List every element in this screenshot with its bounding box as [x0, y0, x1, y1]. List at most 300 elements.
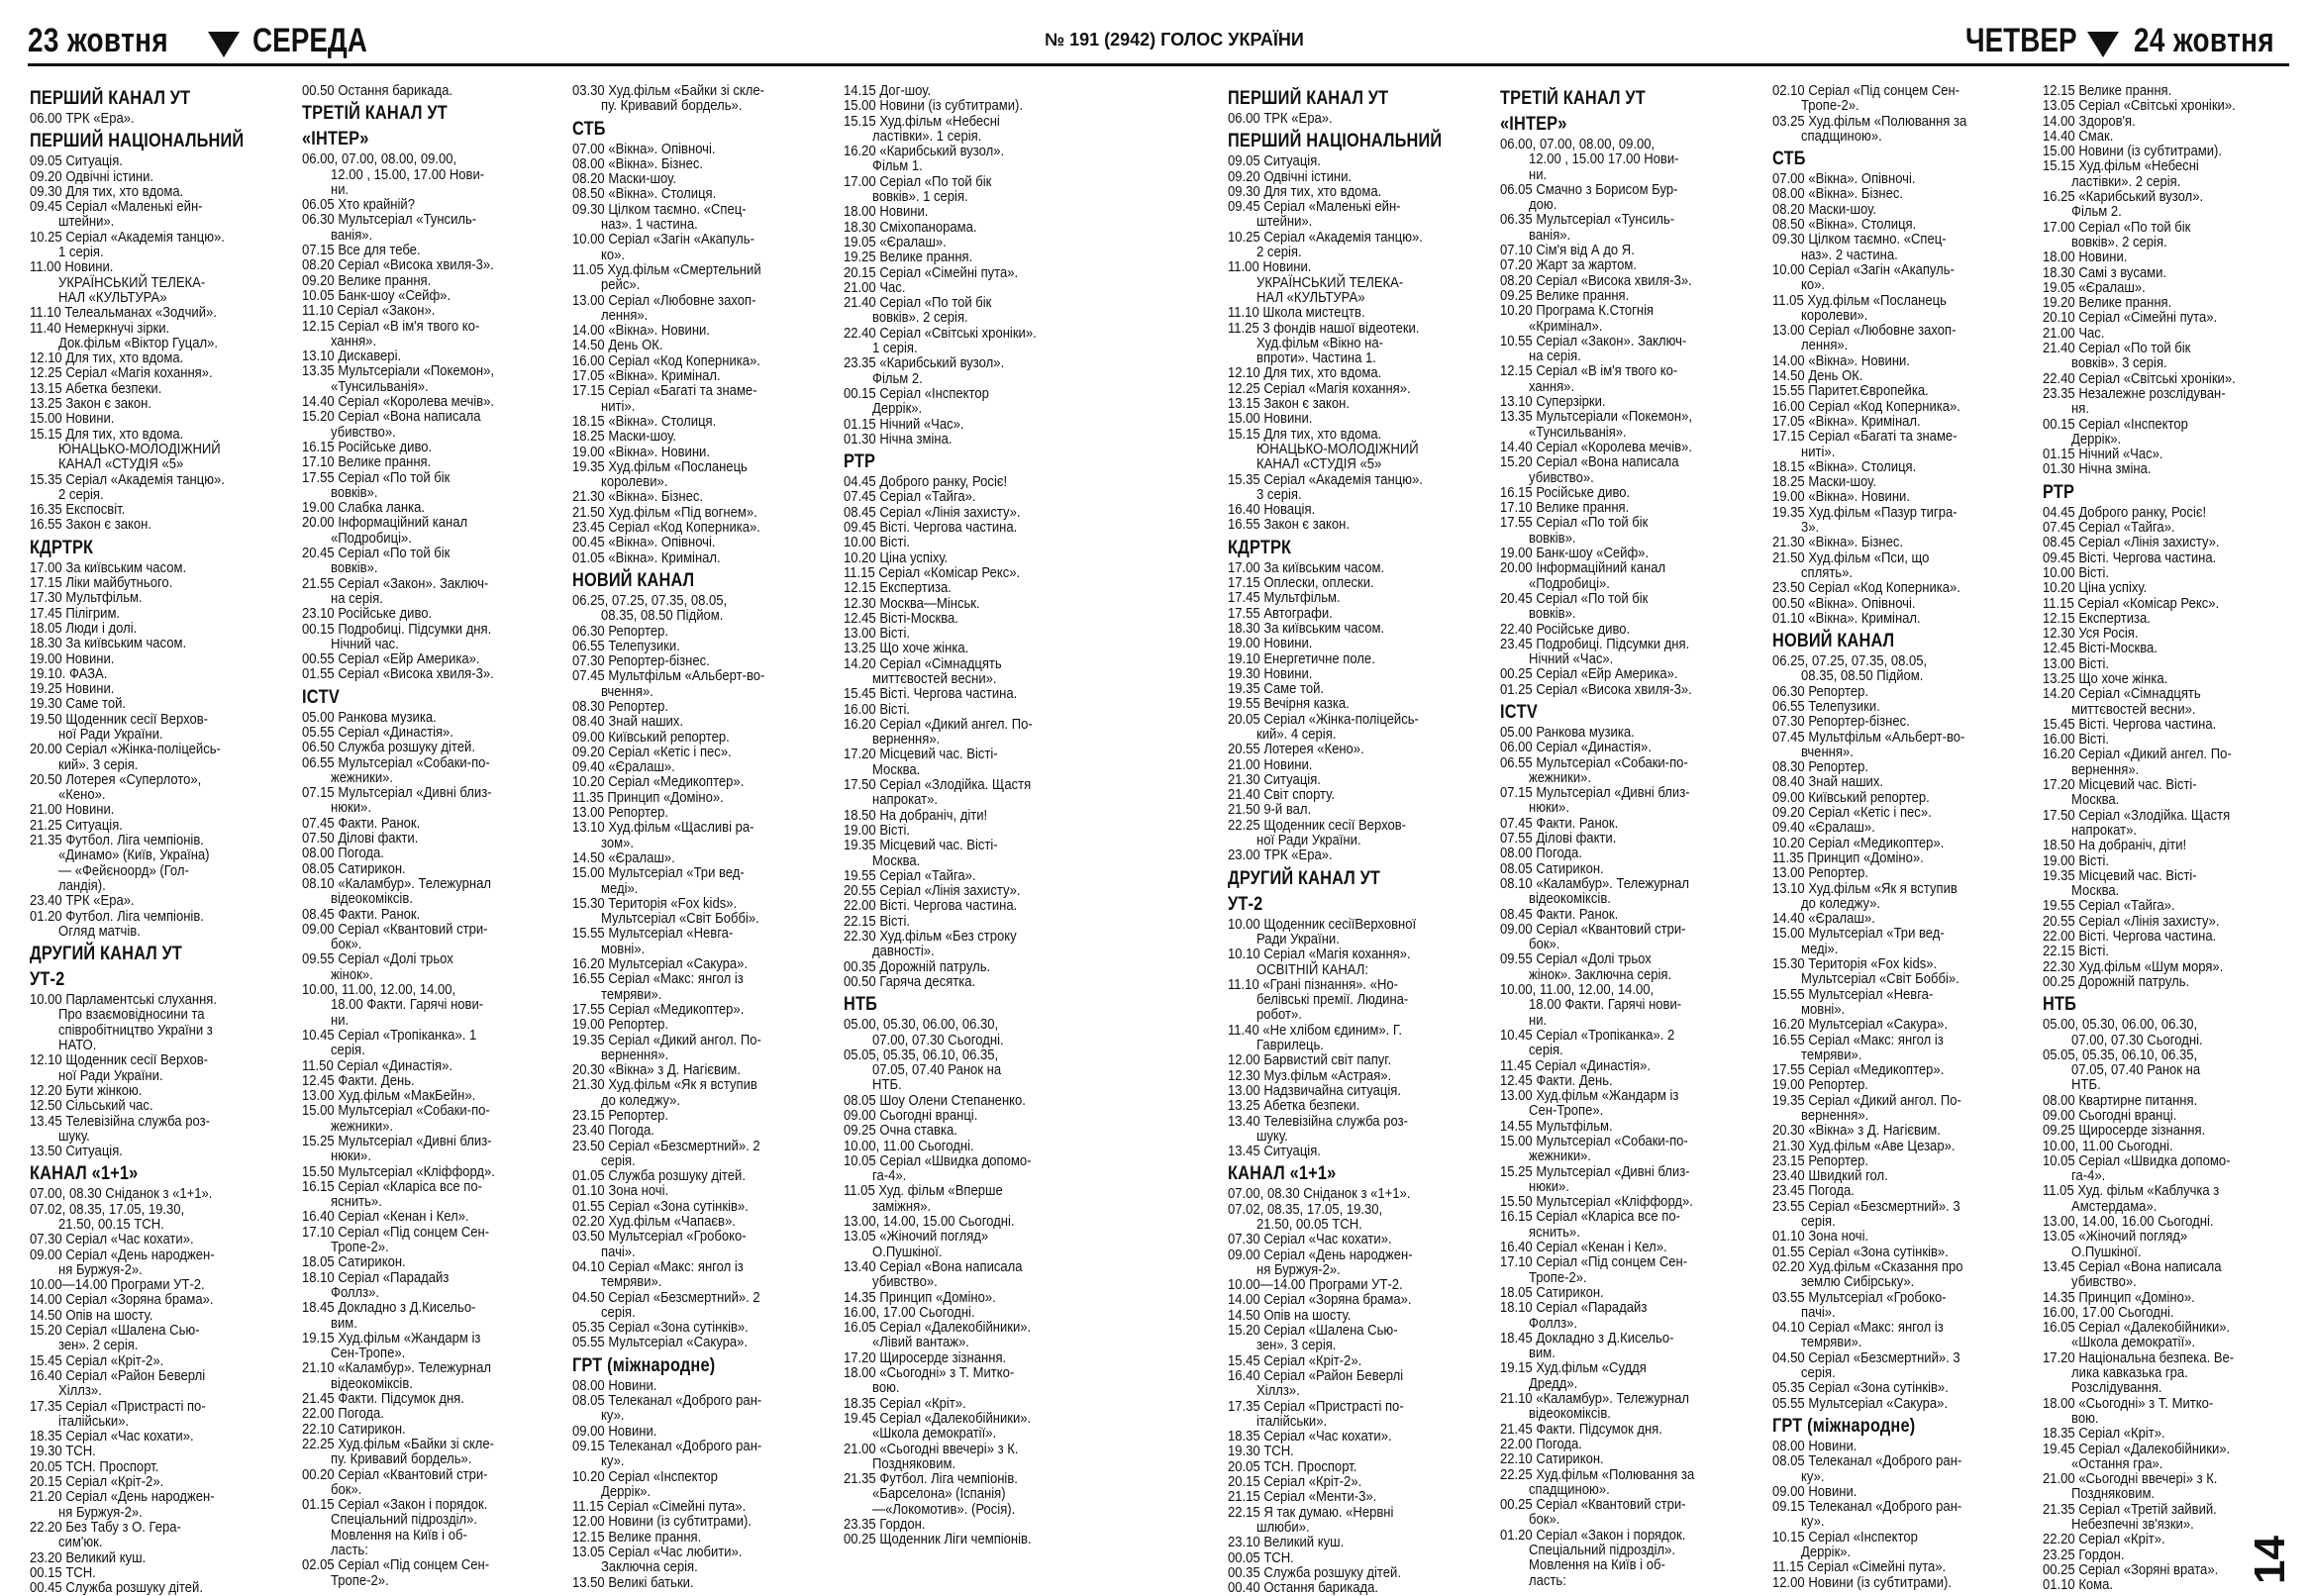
program-entry: 12.15 Велике прання. [2043, 82, 2172, 99]
program-entry: 08.10 «Каламбур». Тележурнал відеокоміксів. [302, 874, 491, 908]
program-entry: 15.45 Вісті. Чергова частина. [2043, 715, 2217, 733]
program-entry: 13.00 Серіал «Любовне захоп- лення». [572, 291, 756, 324]
program-entry: 01.15 Нічний «Час». [844, 415, 964, 433]
program-entry: 17.35 Серіал «Пристрасті по- італійськи». [30, 1397, 206, 1430]
program-entry: 21.40 Серіал «По той бік вовків». 3 серія. [2043, 340, 2191, 372]
program-entry: 06.05 Смачно з Борисом Бур- дою. [1500, 180, 1678, 214]
program-entry: 21.10 «Каламбур». Тележурнал відеокоміксів. [302, 1359, 491, 1392]
program-entry: 09.05 Ситуація. [1228, 152, 1321, 170]
program-entry: 17.45 Мультфільм. [1228, 589, 1341, 607]
program-entry: 00.45 «Вікна». Опівночі. [572, 534, 716, 551]
program-entry: 09.00 Новини. [572, 1422, 657, 1440]
program-entry: 17.30 Мультфільм. [30, 589, 143, 607]
program-entry: 18.00 «Сьогодні» з Т. Митко- вою. [2043, 1394, 2214, 1427]
program-entry: 12.00 Новини (із субтитрами). [572, 1513, 752, 1531]
program-entry: 11.05 Худ.фільм «Смертельний рейс». [572, 260, 761, 294]
program-entry: 05.35 Серіал «Зона сутінків». [1772, 1379, 1949, 1397]
program-entry: 01.30 Нічна зміна. [2043, 460, 2152, 478]
program-entry: 20.15 Серіал «Кріт-2». [30, 1473, 164, 1491]
program-entry: 08.00 Новини. [1772, 1437, 1857, 1454]
program-entry: 15.20 Серіал «Шалена Сью- зен». 3 серія. [1228, 1322, 1398, 1354]
program-entry: 23.40 ТРК «Ера». [30, 892, 135, 910]
program-entry: 03.55 Мультсеріал «Гробоко- пачі». [1772, 1288, 1947, 1321]
program-entry: 09.55 Серіал «Долі трьох жінок». Заключна серія. [1500, 950, 1672, 983]
program-entry: 14.35 Принцип «Доміно». [2043, 1288, 2195, 1306]
program-entry: 22.10 Сатирикон. [1500, 1450, 1604, 1468]
program-entry: 07.45 Мультфільм «Альберт-во- вчення». [1772, 728, 1965, 760]
program-entry: 10.00 Щоденник сесіїВерховної Ради України. [1228, 915, 1417, 948]
channel-heading: НОВИЙ КАНАЛ [1772, 631, 1895, 652]
program-entry: 15.00 Мультсеріал «Три вед- меді». [572, 864, 745, 897]
program-entry: 09.20 Велике прання. [302, 271, 432, 289]
program-entry: 02.20 Худ.фільм «Сказання про землю Сибірську». [1772, 1257, 1963, 1291]
program-entry: 10.00 Парламентські слухання. Про взаємовідносини та співробітництво України з НАТО. [30, 991, 218, 1054]
program-entry: 23.20 Великий куш. [30, 1548, 147, 1566]
channel-heading: СТБ [1772, 149, 1806, 170]
program-entry: 14.15 Дог-шоу. [844, 82, 932, 99]
program-entry: 00.45 Служба розшуку дітей. [30, 1579, 203, 1596]
program-entry: 21.40 Серіал «По той бік вовків». 2 серія. [844, 294, 992, 327]
program-entry: 23.40 Погода. [572, 1122, 654, 1140]
program-entry: 14.50 Опів на шосту. [30, 1306, 153, 1324]
program-entry: 13.05 Серіал «Світські хроніки». [2043, 97, 2236, 115]
program-entry: 15.35 Серіал «Академія танцю». 3 серія. [1228, 470, 1423, 503]
program-entry: 23.40 Швидкий гол. [1772, 1167, 1888, 1185]
program-entry: 06.55 Мультсеріал «Собаки-по- жежники». [302, 753, 490, 786]
program-entry: 19.00 Банк-шоу «Сейф». [1500, 545, 1650, 562]
program-entry: 22.25 Худ.фільм «Полювання за спадщиною». [1500, 1465, 1695, 1498]
program-entry: 09.00 Київський репортер. [1772, 788, 1930, 806]
program-entry: 23.15 Репортер. [572, 1107, 669, 1124]
program-entry: 23.15 Репортер. [1772, 1151, 1869, 1169]
channel-heading: КДРТРК [30, 537, 94, 558]
program-entry: 13.00, 14.00, 15.00 Сьогодні. [844, 1213, 1015, 1231]
program-entry: 15.00 Мультсеріал «Три вед- меді». [1772, 925, 1945, 957]
program-entry: 07.50 Ділові факти. [302, 830, 419, 848]
program-entry: 07.02, 08.35, 17.05, 19.30, 21.50, 00.15 ТСН. [30, 1200, 185, 1233]
program-entry: 19.55 Вечірня казка. [1228, 695, 1350, 713]
program-entry: 19.00 Вісті. [2043, 851, 2109, 869]
program-entry: 08.30 Репортер. [1772, 758, 1869, 776]
program-entry: 16.20 Мультсеріал «Сакура». [572, 955, 749, 973]
program-entry: 09.40 «Єралаш». [1772, 819, 1875, 837]
program-entry: 17.15 Серіал «Багаті та знаме- ниті». [572, 382, 757, 415]
program-entry: 14.50 День ОК. [1772, 367, 1863, 385]
program-entry: 15.45 Вісті. Чергова частина. [844, 685, 1018, 703]
program-entry: 13.40 Телевізійна служба роз- шуку. [1228, 1112, 1408, 1145]
program-entry: 07.30 Серіал «Час кохати». [1228, 1231, 1392, 1248]
program-entry: 16.15 Російське диво. [302, 438, 433, 455]
program-entry: 16.00 Серіал «Код Коперника». [572, 351, 760, 369]
program-entry: 15.20 Серіал «Вона написала убивство». [302, 408, 481, 441]
program-entry: 14.20 Серіал «Сімнадцять миттєвостей весни». [2043, 685, 2201, 718]
program-entry: 21.30 «Вікна». Бізнес. [572, 488, 704, 506]
program-entry: 13.15 Закон є закон. [1228, 395, 1350, 413]
program-entry: 04.50 Серіал «Безсмертний». 3 серія. [1772, 1348, 1960, 1382]
program-entry: 02.10 Серіал «Під сонцем Сен- Тропе-2». [1772, 82, 1960, 115]
program-entry: 16.15 Російське диво. [1500, 483, 1631, 501]
program-entry: 18.45 Докладно з Д.Кисельо- вим. [302, 1299, 476, 1332]
program-entry: 23.10 Великий куш. [1228, 1534, 1345, 1551]
program-entry: 18.25 Маски-шоу. [572, 428, 676, 446]
program-entry: 12.10 Щоденник сесії Верхов- ної Ради України. [30, 1051, 209, 1084]
program-entry: 15.30 Територія «Fox kids». Мультсеріал «Світ Боббі». [572, 894, 759, 928]
program-entry: 09.25 Велике прання. [1500, 286, 1630, 304]
program-entry: 23.50 Серіал «Код Коперника». [1772, 579, 1960, 597]
program-entry: 17.50 Серіал «Злодійка. Щастя напрокат». [2043, 806, 2231, 839]
program-entry: 23.35 Незалежне розслідуван- ня. [2043, 384, 2226, 418]
program-entry: 08.05 Сатирикон. [302, 859, 406, 877]
program-entry: 20.30 «Вікна» з Д. Нагієвим. [572, 1061, 741, 1079]
program-entry: 14.00 Серіал «Зоряна брама». [1228, 1291, 1412, 1309]
program-entry: 14.40 Смак. [2043, 127, 2114, 145]
program-entry: 13.10 Дискавері. [302, 348, 402, 365]
program-entry: 16.40 Новація. [1228, 501, 1316, 519]
program-entry: 21.00 «Сьогодні ввечері» з К. Поздняковим. [2043, 1470, 2218, 1503]
program-entry: 06.30 Мультсеріал «Тунсиль- ванія». [302, 211, 477, 244]
program-entry: 07.30 Серіал «Час кохати». [30, 1231, 194, 1248]
program-entry: 09.30 Для тих, хто вдома. [1228, 182, 1382, 200]
program-entry: 19.00 Новини. [30, 649, 115, 667]
program-entry: 20.45 Серіал «По той бік вовків». [302, 545, 451, 577]
column-1 [30, 83, 297, 1596]
program-entry: 16.00 Вісті. [2043, 731, 2109, 748]
program-entry: 16.00 Вісті. [844, 700, 910, 718]
program-entry: 15.15 Для тих, хто вдома. ЮНАЦЬКО-МОЛОДІЖНИЙ КАНАЛ «СТУДІЯ «5» [30, 425, 221, 473]
program-entry: 21.50 Худ.фільм «Пси, що сплять». [1772, 549, 1930, 581]
program-entry: 07.45 Серіал «Тайга». [844, 488, 976, 506]
program-entry: 15.20 Серіал «Шалена Сью- зен». 2 серія. [30, 1322, 200, 1354]
program-entry: 12.15 Велике прання. [572, 1528, 702, 1546]
program-entry: 18.35 Серіал «Кріт». [2043, 1425, 2165, 1443]
program-entry: 22.15 Вісті. [844, 912, 910, 930]
program-entry: 22.25 Худ.фільм «Байки зі скле- пу. Кривавий бордель». [302, 1435, 494, 1468]
program-entry: 06.30 Репортер. [1772, 682, 1869, 700]
program-entry: 05.00 Ранкова музика. [1500, 723, 1635, 741]
program-entry: 07.00 «Вікна». Опівночі. [572, 140, 716, 157]
program-entry: 10.05 Серіал «Швидка допомо- га-4». [844, 1151, 1032, 1185]
program-entry: 09.00 Серіал «Квантовий стри- бок». [1500, 920, 1686, 953]
program-entry: 16.40 Серіал «Район Беверлі Хіллз». [30, 1366, 206, 1400]
program-entry: 09.00 Новини. [1772, 1482, 1857, 1500]
program-entry: 23.00 ТРК «Ера». [1228, 847, 1333, 864]
program-entry: 16.25 «Карибський вузол». Фільм 2. [2043, 188, 2204, 221]
program-entry: 00.25 Щоденник Ліги чемпіонів. [844, 1531, 1032, 1548]
program-entry: 17.10 Велике прання. [1500, 499, 1630, 517]
program-entry: 09.45 Вісті. Чергова частина. [844, 519, 1018, 537]
program-entry: 11.05 Худ. фільм «Вперше заміжня». [844, 1182, 1003, 1215]
program-entry: 14.50 День ОК. [572, 337, 663, 354]
program-entry: 18.30 За київським часом. [1228, 619, 1385, 637]
program-entry: 19.10 Енергетичне поле. [1228, 649, 1375, 667]
program-entry: 09.00 Київський репортер. [572, 728, 730, 746]
program-entry: 22.10 Сатирикон. [302, 1420, 406, 1438]
program-entry: 07.00, 08.30 Сніданок з «1+1». [30, 1185, 213, 1203]
program-entry: 15.25 Мультсеріал «Дивні близ- нюки». [302, 1133, 492, 1165]
program-entry: 13.00 Худ.фільм «МакБейн». [302, 1087, 476, 1105]
program-entry: 14.35 Принцип «Доміно». [844, 1288, 996, 1306]
program-entry: 06.30 Репортер. [572, 622, 669, 640]
program-entry: 15.25 Мультсеріал «Дивні близ- нюки». [1500, 1162, 1690, 1195]
program-entry: 06.55 Телепузики. [572, 637, 680, 654]
program-entry: 18.05 Сатирикон. [302, 1253, 406, 1271]
program-entry: 23.50 Серіал «Безсмертний». 2 серія. [572, 1137, 760, 1169]
program-entry: 13.35 Мультсеріали «Покемон», «Тунсильванія». [1500, 408, 1692, 441]
program-entry: 00.40 Остання барикада. [1228, 1579, 1379, 1596]
program-entry: 00.35 Дорожній патруль. [844, 957, 991, 975]
program-entry: 07.00, 08.30 Сніданок з «1+1». [1228, 1185, 1411, 1203]
program-entry: 10.15 Серіал «Інспектор Деррік». [1772, 1528, 1918, 1561]
program-entry: 17.00 Серіал «По той бік вовків». 2 серія. [2043, 218, 2191, 250]
channel-heading: ПЕРШИЙ КАНАЛ УТ [1228, 88, 1389, 109]
program-entry: 18.05 Сатирикон. [1500, 1283, 1604, 1301]
program-entry: 16.55 Серіал «Макс: янгол із темряви». [1772, 1031, 1944, 1063]
program-entry: 21.40 Світ спорту. [1228, 786, 1336, 804]
program-entry: 11.10 Школа мистецтв. [1228, 304, 1365, 322]
program-entry: 10.00 Серіал «Загін «Акапуль- ко». [1772, 260, 1955, 294]
program-entry: 14.20 Серіал «Сімнадцять миттєвостей весни». [844, 654, 1002, 687]
program-entry: 01.20 Серіал «Закон і порядок. Спеціальний підрозділ». Мовлення на Київ і об- ласть: [1500, 1526, 1686, 1589]
program-entry: 00.50 Остання барикада. [302, 82, 453, 99]
program-entry: 10.00—14.00 Програми УТ-2. [30, 1276, 205, 1294]
program-entry: 14.40 Серіал «Королева мечів». [1500, 438, 1692, 455]
channel-heading: РТР [2043, 481, 2075, 503]
program-entry: 00.50 Гаряча десятка. [844, 972, 976, 990]
channel-heading: НТБ [2043, 994, 2077, 1016]
program-entry: 16.15 Серіал «Кларіса все по- яснить». [1500, 1208, 1680, 1241]
column-4 [844, 83, 1111, 1548]
program-entry: 05.05, 05.35, 06.10, 06.35, 07.05, 07.40 Ранок на НТБ. [2043, 1046, 2201, 1094]
program-entry: 12.00 Новини (із субтитрами). [1772, 1573, 1952, 1591]
program-entry: 21.30 Худ.фільм «Аве Цезар». [1772, 1137, 1956, 1154]
program-entry: 10.00, 11.00, 12.00, 14.00, 18.00 Факти. Гарячі нови- ни. [302, 981, 484, 1029]
program-entry: 16.20 Серіал «Дикий ангел. По- вернення». [2043, 746, 2232, 778]
program-entry: 09.45 Серіал «Маленькі ейн- штейни». [1228, 198, 1401, 231]
program-entry: 16.00, 17.00 Сьогодні. [844, 1303, 975, 1321]
program-entry: 11.05 Худ.фільм «Посланець королеви». [1772, 291, 1947, 324]
program-entry: 07.15 Мультсеріал «Дивні близ- нюки». [1500, 784, 1690, 817]
program-entry: 12.45 Факти. День. [302, 1071, 415, 1089]
program-entry: 19.05 «Єралаш». [844, 233, 947, 250]
program-entry: 08.10 «Каламбур». Тележурнал відеокоміксів. [1500, 874, 1689, 908]
program-entry: 11.40 «Не хлібом єдиним». Г. Гаврилець. [1228, 1021, 1403, 1054]
program-entry: 13.45 Серіал «Вона написала убивство». [2043, 1257, 2222, 1291]
channel-heading: ICTV [302, 686, 340, 708]
program-entry: 12.50 Сільський час. [30, 1097, 153, 1115]
program-entry: 13.45 Телевізійна служба роз- шуку. [30, 1112, 210, 1145]
program-entry: 21.30 Ситуація. [1228, 770, 1321, 788]
program-entry: 11.25 3 фондів нашої відеотеки. Худ.фільм «Вікно на- впроти». Частина 1. [1228, 319, 1420, 367]
program-entry: 00.05 ТСН. [1228, 1548, 1294, 1566]
program-entry: 19.00 Слабка ланка. [302, 499, 426, 517]
program-entry: 21.30 Худ.фільм «Як я вступив до коледжу». [572, 1076, 757, 1109]
program-entry: 05.00, 05.30, 06.00, 06.30, 07.00, 07.30 Сьогодні. [2043, 1016, 2203, 1048]
program-entry: 10.05 Банк-шоу «Сейф». [302, 286, 452, 304]
program-entry: 09.45 Серіал «Маленькі ейн- штейни». [30, 198, 203, 231]
program-entry: 01.25 Серіал «Висока хвиля-3». [1500, 680, 1692, 698]
program-entry: 07.45 Серіал «Тайга». [2043, 519, 2175, 537]
program-entry: 17.15 Ліки майбутнього. [30, 574, 173, 592]
left-triangle-icon [208, 32, 240, 57]
program-entry: 12.45 Вісті-Москва. [844, 609, 958, 627]
program-entry: 09.00 Серіал «День народжен- ня Буржуя-2». [1228, 1246, 1413, 1278]
program-entry: 22.30 Худ.фільм «Без строку давності». [844, 928, 1017, 960]
page-number: 14 [2246, 1536, 2294, 1584]
program-entry: 15.00 Мультсеріал «Собаки-по- жежники». [1500, 1133, 1688, 1165]
program-entry: 15.00 Мультсеріал «Собаки-по- жежники». [302, 1102, 490, 1135]
program-entry: 07.45 Факти. Ранок. [302, 814, 421, 832]
program-entry: 08.00 Новини. [572, 1376, 657, 1394]
program-entry: 13.25 Що хоче жінка. [844, 640, 969, 657]
program-entry: 22.40 Серіал «Світські хроніки». [2043, 369, 2236, 387]
program-entry: 13.10 Худ.фільм «Щасливі ра- зом». [572, 819, 754, 851]
program-entry: 18.50 На добраніч, діти! [844, 806, 988, 824]
program-entry: 03.50 Мультсеріал «Гробоко- пачі». [572, 1228, 747, 1260]
program-entry: 08.45 Факти. Ранок. [302, 905, 421, 923]
program-entry: 19.35 Місцевий час. Вісті- Москва. [844, 837, 998, 869]
program-entry: 19.35 Худ.фільм «Пазур тигра- 3». [1772, 503, 1958, 537]
channel-heading: ТРЕТІЙ КАНАЛ УТ [302, 103, 448, 125]
program-entry: 16.05 Серіал «Далекобійники». «Лівий вантаж». [844, 1319, 1032, 1351]
program-entry: 03.30 Худ.фільм «Байки зі скле- пу. Кривавий бордель». [572, 82, 764, 115]
program-entry: 10.45 Серіал «Тропіканка». 1 серія. [302, 1026, 477, 1059]
program-entry: 12.30 Уся Росія. [2043, 625, 2139, 643]
program-entry: 09.55 Серіал «Долі трьох жінок». [302, 950, 453, 983]
program-entry: 21.00 Час. [2043, 324, 2105, 342]
program-entry: 12.15 Експертиза. [2043, 609, 2151, 627]
program-entry: 20.10 Серіал «Сімейні пута». [2043, 309, 2218, 327]
program-entry: 20.30 «Вікна» з Д. Нагієвим. [1772, 1122, 1941, 1140]
right-date: 24 жовтня [2134, 22, 2275, 59]
program-entry: 10.20 Ціна успіху. [2043, 579, 2148, 597]
program-entry: 10.45 Серіал «Тропіканка». 2 серія. [1500, 1026, 1675, 1059]
program-entry: 18.00 «Сьогодні» з Т. Митко- вою. [844, 1364, 1015, 1397]
program-entry: 08.20 Маски-шоу. [1772, 200, 1876, 218]
program-entry: 23.25 Гордон. [2043, 1546, 2125, 1563]
program-entry: 21.45 Факти. Підсумок дня. [1500, 1420, 1662, 1438]
program-entry: 14.00 Серіал «Зоряна брама». [30, 1291, 214, 1309]
program-entry: 19.30 ТСН. [30, 1443, 96, 1460]
program-entry: 19.10. ФАЗА. [30, 664, 108, 682]
program-entry: 08.00 «Вікна». Бізнес. [572, 154, 704, 172]
program-entry: 13.50 Великі батьки. [572, 1573, 694, 1591]
program-entry: 16.00 Серіал «Код Коперника». [1772, 397, 1960, 415]
program-entry: 06.25, 07.25, 07.35, 08.05, 08.35, 08.50 Підйом. [572, 591, 728, 625]
program-entry: 13.15 Абетка безпеки. [30, 379, 162, 397]
program-entry: 21.50 Худ.фільм «Під вогнем». [572, 503, 757, 521]
program-entry: 18.05 Люди і долі. [30, 619, 138, 637]
program-entry: 00.25 Серіал «Зоряні врата». [2043, 1560, 2219, 1578]
program-entry: 00.25 Серіал «Квантовий стри- бок». [1500, 1496, 1686, 1529]
program-entry: 19.30 Саме той. [30, 695, 127, 713]
program-entry: 23.35 Гордон. [844, 1516, 926, 1534]
program-entry: 19.50 Щоденник сесії Верхов- ної Ради України. [30, 710, 209, 743]
issue-info: № 191 (2942) ГОЛОС УКРАЇНИ [1045, 30, 1304, 50]
program-entry: 08.20 Маски-шоу. [572, 170, 676, 188]
program-entry: 07.20 Жарт за жартом. [1500, 256, 1637, 274]
program-entry: 19.55 Серіал «Тайга». [2043, 897, 2175, 915]
program-entry: 21.00 Час. [844, 278, 906, 296]
left-date: 23 жовтня [28, 22, 169, 59]
program-entry: 11.40 Немеркнучі зірки. Док.фільм «Віктор Гуцал». [30, 319, 219, 351]
program-entry: 11.15 Серіал «Комісар Рекс». [844, 563, 1021, 581]
program-entry: 14.00 «Вікна». Новини. [1772, 351, 1910, 369]
program-entry: 13.00 Вісті. [2043, 654, 2109, 672]
program-entry: 11.15 Серіал «Комісар Рекс». [2043, 594, 2220, 612]
program-entry: 07.10 Сім'я від А до Я. [1500, 242, 1635, 259]
program-entry: 16.05 Серіал «Далекобійники». «Школа демократії». [2043, 1319, 2231, 1351]
program-entry: 08.45 Факти. Ранок. [1500, 905, 1619, 923]
program-entry: 08.05 Телеканал «Доброго ран- ку». [572, 1392, 762, 1425]
program-entry: 16.20 Серіал «Дикий ангел. По- вернення». [844, 715, 1033, 748]
program-entry: 20.55 Серіал «Лінія захисту». [2043, 912, 2220, 930]
program-entry: 15.15 Худ.фільм «Небесні ластівки». 2 серія. [2043, 157, 2199, 190]
program-entry: 22.40 Серіал «Світські хроніки». 1 серія. [844, 324, 1037, 357]
column-8 [2043, 82, 2290, 1594]
program-entry: 01.55 Серіал «Зона сутінків». [1772, 1243, 1949, 1260]
program-entry: 13.45 Ситуація. [1228, 1143, 1321, 1160]
program-entry: 20.15 Серіал «Сімейні пута». [844, 263, 1019, 281]
program-entry: 11.45 Серіал «Династія». [1500, 1056, 1651, 1074]
program-entry: 08.50 «Вікна». Столиця. [1772, 216, 1917, 234]
program-entry: 07.00 «Вікна». Опівночі. [1772, 170, 1916, 188]
program-entry: 08.40 Знай наших. [572, 713, 684, 731]
program-entry: 21.45 Факти. Підсумок дня. [302, 1390, 464, 1408]
program-entry: 00.15 ТСН. [30, 1563, 96, 1581]
channel-heading: ICTV [1500, 701, 1538, 723]
program-entry: 17.20 Національна безпека. Ве- лика кавказька гра. Розслідування. [2043, 1348, 2235, 1397]
program-entry: 17.10 Серіал «Під сонцем Сен- Тропе-2». [302, 1223, 490, 1256]
program-entry: 05.55 Мультсеріал «Сакура». [572, 1334, 749, 1351]
program-entry: 06.50 Служба розшуку дітей. [302, 739, 475, 756]
channel-heading: КАНАЛ «1+1» [1228, 1163, 1337, 1185]
program-entry: 05.05, 05.35, 06.10, 06.35, 07.05, 07.40 Ранок на НТБ. [844, 1046, 1002, 1094]
program-entry: 17.55 Серіал «По той бік вовків». [302, 468, 451, 501]
program-entry: 19.20 Велике прання. [2043, 294, 2172, 312]
program-entry: 20.45 Серіал «По той бік вовків». [1500, 589, 1649, 623]
program-entry: 17.05 «Вікна». Кримінал. [1772, 412, 1921, 430]
program-entry: 21.30 «Вікна». Бізнес. [1772, 534, 1904, 551]
program-entry: 01.10 Кома. [2043, 1576, 2114, 1594]
program-entry: 01.15 Серіал «Закон і порядок. Спеціальний підрозділ». Мовлення на Київ і об- ласть: [302, 1496, 488, 1559]
program-entry: 09.25 Очна ставка. [844, 1122, 957, 1140]
program-entry: 09.00 Серіал «День народжен- ня Буржуя-2». [30, 1246, 215, 1278]
program-entry: 11.50 Серіал «Династія». [302, 1056, 452, 1074]
program-entry: 11.10 Серіал «Закон». [302, 302, 436, 320]
program-entry: 13.00 Репортер. [1772, 864, 1869, 882]
right-triangle-icon [2087, 32, 2119, 57]
program-entry: 19.25 Велике прання. [844, 249, 973, 266]
program-entry: 10.20 Серіал «Інспектор Деррік». [572, 1467, 718, 1500]
program-entry: 06.55 Мультсеріал «Собаки-по- жежники». [1500, 753, 1688, 786]
program-entry: 17.00 За київським часом. [30, 558, 187, 576]
program-entry: 17.00 За київським часом. [1228, 558, 1385, 576]
program-entry: 03.25 Худ.фільм «Полювання за спадщиною». [1772, 112, 1967, 145]
program-entry: 09.40 «Єралаш». [572, 758, 675, 776]
program-entry: 01.05 Служба розшуку дітей. [572, 1167, 746, 1185]
program-entry: 13.00 Худ.фільм «Жандарм із Сен-Тропе». [1500, 1087, 1679, 1120]
program-entry: 06.25, 07.25, 07.35, 08.05, 08.35, 08.50 Підйом. [1772, 652, 1928, 685]
program-entry: 21.35 Футбол. Ліга чемпіонів. «Динамо» (Київ, Україна) — «Фейєноорд» (Гол- ландія). [30, 832, 210, 894]
program-entry: 05.35 Серіал «Зона сутінків». [572, 1319, 749, 1337]
program-entry: 17.45 Пілігрим. [30, 604, 121, 622]
channel-heading: ДРУГИЙ КАНАЛ УТ [30, 944, 183, 965]
program-entry: 01.10 Зона ночі. [572, 1182, 669, 1200]
program-entry: 12.00 Барвистий світ папуг. [1228, 1051, 1392, 1069]
program-entry: 09.30 Цілком таємно. «Спец- наз». 1 частина. [572, 200, 747, 234]
channel-heading: ДРУГИЙ КАНАЛ УТ [1228, 867, 1381, 889]
program-entry: 23.55 Серіал «Безсмертний». 3 серія. [1772, 1197, 1960, 1231]
